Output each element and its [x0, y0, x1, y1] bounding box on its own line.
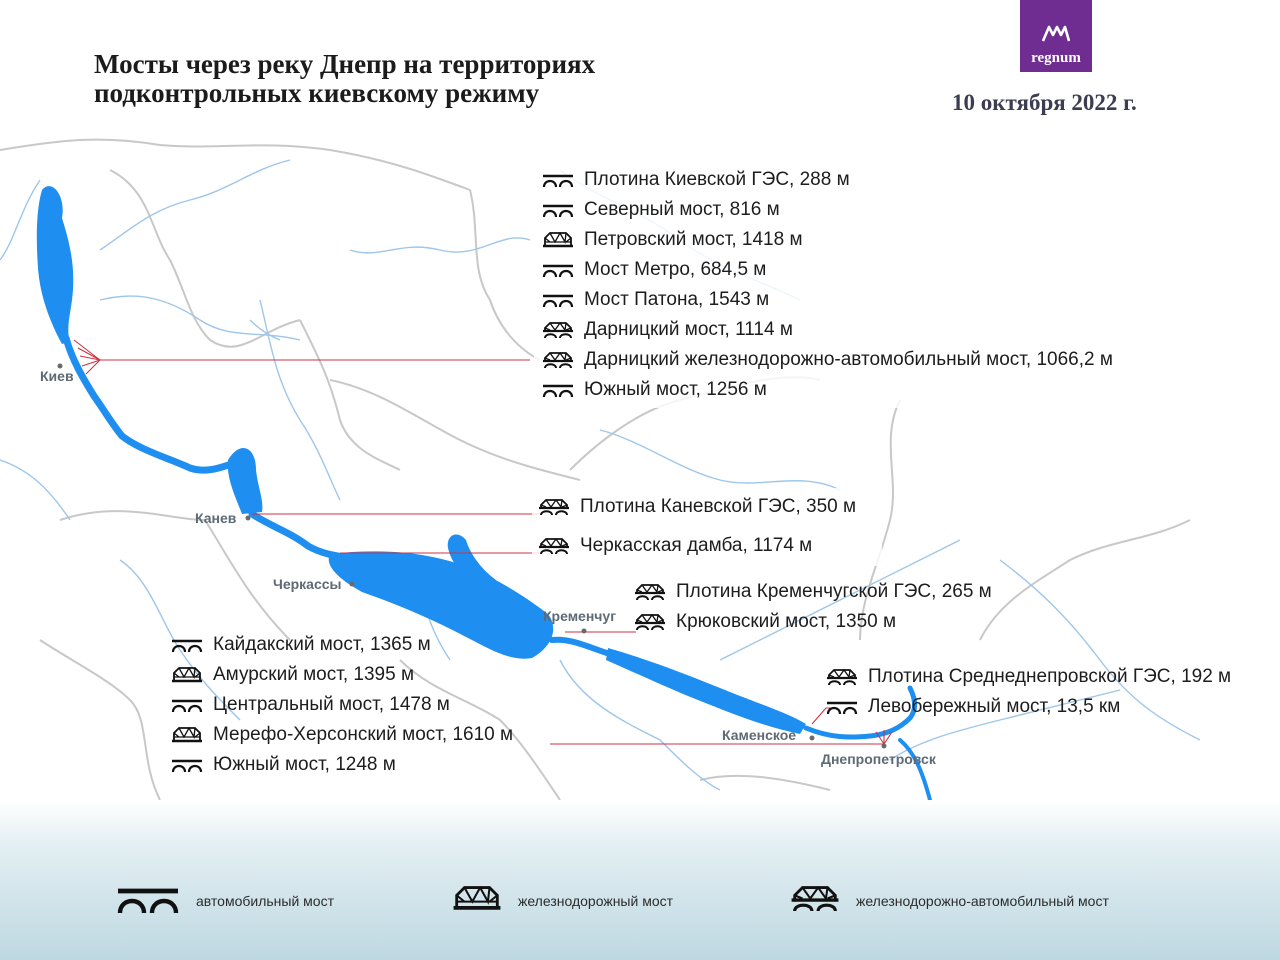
- bridge-list-item: [542, 345, 1113, 375]
- bridge-label: Центральный мост, 1478 м: [213, 694, 450, 715]
- bridge-label: Южный мост, 1248 м: [213, 754, 396, 775]
- logo-text: regnum: [1031, 50, 1081, 66]
- kremenchug-marker: [582, 629, 587, 634]
- river-lower: [900, 740, 930, 800]
- bridge-list-item: [171, 630, 513, 660]
- legend-label-rail: железнодорожный мост: [518, 893, 674, 909]
- bridge-label: Левобережный мост, 13,5 км: [868, 696, 1121, 717]
- map-title-line-1: Мосты через реку Днепр на территориях: [94, 49, 596, 79]
- auto-bridge-icon: [826, 699, 858, 715]
- rail-auto-bridge-icon: [542, 352, 574, 368]
- bridge-label: Плотина Кременчугской ГЭС, 265 м: [676, 581, 992, 602]
- river-kanev-to-cherkassy: [252, 514, 352, 558]
- bridge-list-item: [826, 662, 1231, 692]
- auto-bridge-icon: [171, 757, 203, 773]
- bridge-label: Петровский мост, 1418 м: [584, 229, 803, 250]
- river-kremenchug-to-kamenskoe: [552, 640, 610, 654]
- rail-auto-bridge-icon: [542, 322, 574, 338]
- bridge-list-item: [542, 285, 1113, 315]
- bridge-list-item: [634, 577, 992, 607]
- bridge-list-item: [542, 165, 1113, 195]
- bridge-label: Крюковский мост, 1350 м: [676, 611, 897, 632]
- rail-bridge-icon: [171, 667, 203, 683]
- bridge-label: Мост Патона, 1543 м: [584, 289, 770, 310]
- bridge-list-item: [826, 692, 1231, 722]
- legend-label-rail-auto: железнодорожно-автомобильный мост: [856, 893, 1109, 909]
- cherkassy-bridge-list: [538, 531, 812, 561]
- legend-band: [0, 800, 1280, 960]
- cherkassy-marker: [350, 582, 355, 587]
- logo-mark-icon: [1042, 24, 1070, 42]
- rail-bridge-icon: [542, 232, 574, 248]
- bridge-label: Плотина Среднеднепровской ГЭС, 192 м: [868, 666, 1232, 687]
- city-label-cherkassy: Черкассы: [273, 576, 342, 592]
- auto-bridge-icon: [171, 697, 203, 713]
- bridge-label: Дарницкий мост, 1114 м: [584, 319, 793, 340]
- city-label-kiev: Киев: [40, 368, 74, 384]
- auto-bridge-icon: [542, 292, 574, 308]
- bridge-list-item: [171, 750, 513, 780]
- map-title: [94, 50, 714, 108]
- bridge-list-item: [542, 255, 1113, 285]
- auto-bridge-icon: [171, 637, 203, 653]
- kiev-bridge-list: [542, 165, 1113, 405]
- auto-bridge-icon: [542, 382, 574, 398]
- auto-bridge-icon: [542, 202, 574, 218]
- kanev-bridge-list: [538, 492, 856, 522]
- rail-bridge-icon: [171, 727, 203, 743]
- rail-auto-bridge-icon: [634, 584, 666, 600]
- map-date: 10 октября 2022 г.: [952, 90, 1137, 115]
- kanev-marker: [246, 516, 251, 521]
- legend-item-auto: [116, 884, 334, 918]
- bridge-label: Северный мост, 816 м: [584, 199, 780, 220]
- kamenskoe-marker: [810, 736, 815, 741]
- rail-auto-bridge-icon: [634, 614, 666, 630]
- bridge-list-item: [171, 660, 513, 690]
- dnepropetrovsk-bridge-list: [171, 630, 513, 780]
- bridge-label: Плотина Каневской ГЭС, 350 м: [580, 496, 857, 517]
- auto-bridge-icon: [116, 883, 180, 920]
- auto-bridge-icon: [542, 262, 574, 278]
- bridge-list-item: [538, 492, 856, 522]
- kremenchug-bridge-list: [634, 577, 992, 637]
- bridge-list-item: [542, 315, 1113, 345]
- legend-item-rail-auto: [790, 884, 1109, 918]
- rail-bridge-icon: [452, 886, 502, 916]
- bridge-list-item: [542, 225, 1113, 255]
- bridge-label: Дарницкий железнодорожно-автомобильный мост, 1066,2 м: [584, 349, 1113, 370]
- kamenskoe-reservoir: [606, 648, 806, 734]
- legend-label-auto: автомобильный мост: [196, 893, 334, 909]
- auto-bridge-icon: [542, 172, 574, 188]
- bridge-list-item: [634, 607, 992, 637]
- bridge-list-item: [171, 720, 513, 750]
- rail-auto-bridge-icon: [790, 886, 840, 916]
- rail-auto-bridge-icon: [538, 538, 570, 554]
- bridge-label: Черкасская дамба, 1174 м: [580, 535, 813, 556]
- kanev-reservoir: [228, 448, 263, 514]
- bridge-label: Плотина Киевской ГЭС, 288 м: [584, 169, 850, 190]
- rail-auto-bridge-icon: [538, 499, 570, 515]
- regnum-logo: [1020, 0, 1092, 72]
- bridge-list-item: [538, 531, 812, 561]
- dnepropetrovsk-marker: [882, 744, 887, 749]
- bridge-list-item: [542, 195, 1113, 225]
- kiev-reservoir: [37, 186, 73, 344]
- bridge-label: Мерефо-Херсонский мост, 1610 м: [213, 724, 514, 745]
- rail-auto-bridge-icon: [826, 669, 858, 685]
- bridge-label: Амурский мост, 1395 м: [213, 664, 415, 685]
- city-label-dnepropetrovsk: Днепропетровск: [821, 751, 936, 767]
- kamenskoe-bridge-list: [826, 662, 1231, 722]
- city-label-kanev: Канев: [195, 510, 237, 526]
- bridge-list-item: [171, 690, 513, 720]
- city-label-kamenskoe: Каменское: [722, 727, 797, 743]
- bridge-label: Южный мост, 1256 м: [584, 379, 767, 400]
- city-label-kremenchug: Кременчуг: [543, 608, 617, 624]
- map-title-line-2: подконтрольных киевскому режиму: [94, 78, 540, 108]
- bridge-label: Кайдакский мост, 1365 м: [213, 634, 431, 655]
- bridge-label: Мост Метро, 684,5 м: [584, 259, 767, 280]
- legend-item-rail: [452, 884, 673, 918]
- bridge-list-item: [542, 375, 1113, 405]
